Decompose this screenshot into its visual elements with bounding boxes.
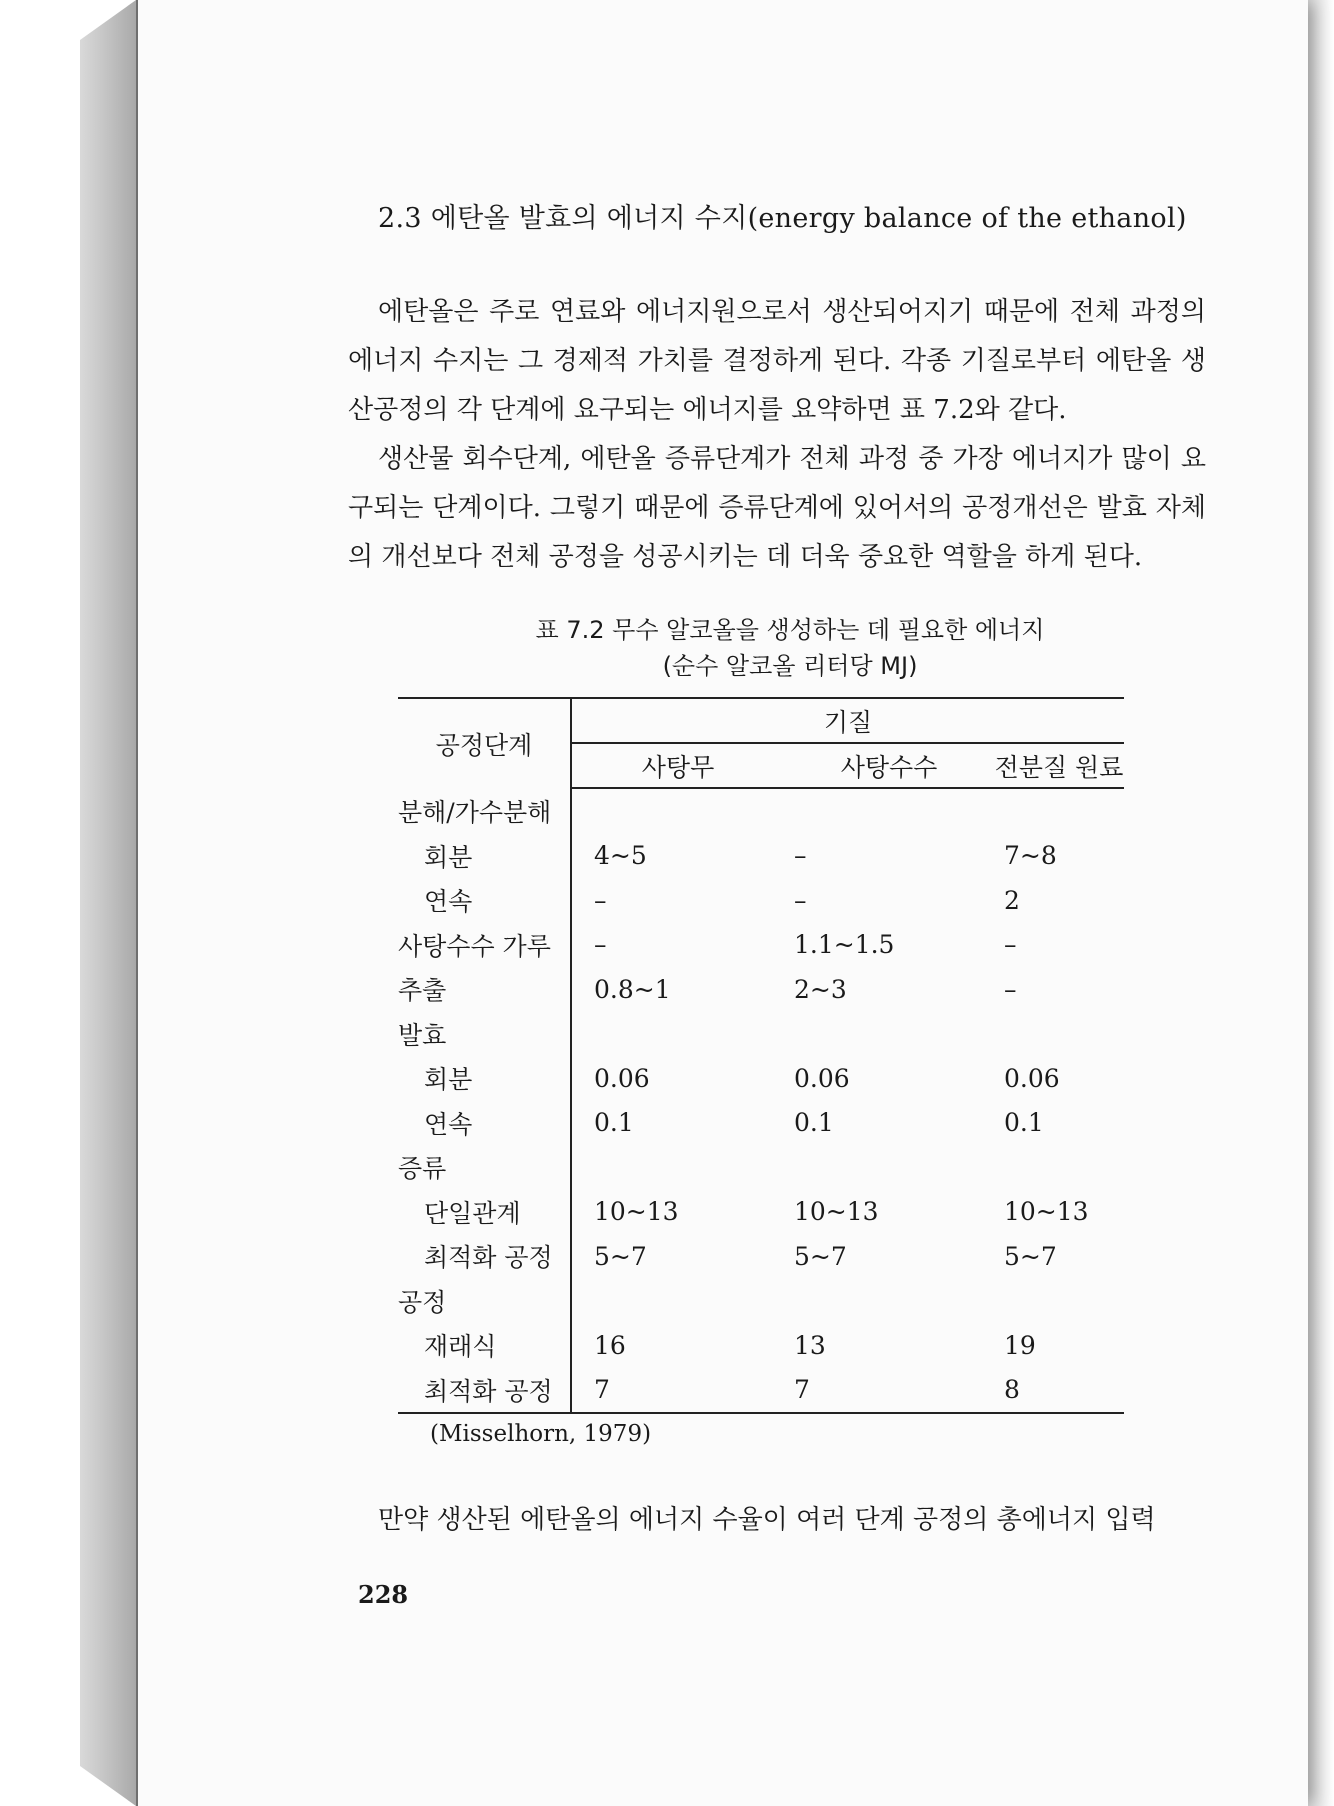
value-cell: 0.1 [794, 1108, 834, 1138]
value-cell: 5~7 [794, 1241, 847, 1271]
value-cell: – [1004, 974, 1017, 1004]
table-row [398, 1323, 1124, 1368]
table-row [398, 788, 1124, 834]
header-substrate: 사탕수수 [784, 743, 994, 788]
value-cell: 2~3 [794, 974, 847, 1004]
stage-cell: 최적화 공정 [398, 1234, 571, 1279]
value-cell: 16 [594, 1330, 626, 1360]
value-cell [994, 1279, 1124, 1324]
stage-cell: 추출 [398, 967, 571, 1012]
table-row [398, 1056, 1124, 1101]
header-stage: 공정단계 [398, 698, 571, 788]
value-cell: 4~5 [594, 841, 647, 871]
value-cell: 0.06 [594, 1063, 650, 1093]
value-cell: 10~13 [1004, 1197, 1089, 1227]
value-cell [994, 1145, 1124, 1190]
value-cell: 5~7 [594, 1241, 647, 1271]
table-caption-title: 표 7.2 무수 알코올을 생성하는 데 필요한 에너지 [535, 616, 1045, 644]
table-caption-unit: (순수 알코올 리터당 MJ) [662, 652, 918, 680]
value-cell: 7 [784, 1368, 994, 1414]
value-cell [784, 1012, 994, 1057]
value-cell: – [1004, 930, 1017, 960]
value-cell: 7~8 [1004, 841, 1057, 871]
stage-cell: 연속 [398, 878, 571, 923]
paragraph-1 [348, 288, 1206, 435]
stage-cell: 최적화 공정 [398, 1368, 571, 1414]
table-row [398, 1190, 1124, 1235]
paragraph-1-text: 에탄올은 주로 연료와 에너지원으로서 생산되어지기 때문에 전체 과정의 에너지 수지는 그 경제적 가치를 결정하게 된다. 각종 기질로부터 에탄올 생산공정의 각 단계에 요구되는 에너지를 요약하면 표 7.2와 같다. [348, 297, 1206, 425]
table-caption [400, 612, 1180, 684]
value-cell [994, 1012, 1124, 1057]
header-substrate: 사탕무 [571, 743, 784, 788]
value-cell: 7 [571, 1368, 784, 1414]
value-cell [994, 788, 1124, 834]
value-cell [571, 788, 784, 834]
value-cell: 5~7 [1004, 1241, 1057, 1271]
table-row [398, 1368, 1124, 1414]
paragraph-2-text: 생산물 회수단계, 에탄올 증류단계가 전체 과정 중 가장 에너지가 많이 요구되는 단계이다. 그렇기 때문에 증류단계에 있어서의 공정개선은 발효 자체의 개선보다 전체 공정을 성공시키는 데 더욱 중요한 역할을 하게 된다. [348, 444, 1206, 572]
page-edge-shadow [1306, 0, 1334, 1806]
value-cell: 13 [794, 1330, 826, 1360]
value-cell: – [794, 841, 807, 871]
energy-table [398, 697, 1124, 1414]
stage-cell: 분해/가수분해 [398, 788, 571, 834]
value-cell [571, 1012, 784, 1057]
value-cell [571, 1279, 784, 1324]
value-cell: 10~13 [794, 1197, 879, 1227]
stage-cell: 단일관계 [398, 1190, 571, 1235]
table-row [398, 1145, 1124, 1190]
value-cell: 8 [994, 1368, 1124, 1414]
table-source: (Misselhorn, 1979) [430, 1421, 652, 1447]
stage-cell: 공정 [398, 1279, 571, 1324]
value-cell: – [594, 930, 607, 960]
value-cell: – [794, 885, 807, 915]
value-cell: 10~13 [594, 1197, 679, 1227]
section-title: 2.3 에탄올 발효의 에너지 수지(energy balance of the ethanol) [378, 203, 1187, 234]
paragraph-3-text: 만약 생산된 에탄올의 에너지 수율이 여러 단계 공정의 총에너지 입력 [378, 1505, 1156, 1535]
value-cell [784, 788, 994, 834]
value-cell [784, 1145, 994, 1190]
table-row [398, 834, 1124, 879]
value-cell: 0.1 [594, 1108, 634, 1138]
value-cell: 0.1 [1004, 1108, 1044, 1138]
header-substrate-group: 기질 [571, 698, 1124, 743]
header-substrate: 전분질 원료 [994, 743, 1124, 788]
value-cell: 0.06 [794, 1063, 850, 1093]
table-body [398, 788, 1124, 1413]
value-cell: – [594, 885, 607, 915]
stage-cell: 회분 [398, 834, 571, 879]
value-cell: 0.06 [1004, 1063, 1060, 1093]
value-cell [784, 1279, 994, 1324]
value-cell: 19 [1004, 1330, 1036, 1360]
stage-cell: 연속 [398, 1101, 571, 1146]
stage-cell: 발효 [398, 1012, 571, 1057]
value-cell: 2 [1004, 885, 1020, 915]
table-row [398, 1101, 1124, 1146]
value-cell: 1.1~1.5 [794, 930, 895, 960]
table-row [398, 1279, 1124, 1324]
table-row [398, 1012, 1124, 1057]
paragraph-3 [348, 1496, 1206, 1545]
table-row [398, 878, 1124, 923]
value-cell [571, 1145, 784, 1190]
stage-cell: 재래식 [398, 1323, 571, 1368]
stage-cell: 회분 [398, 1056, 571, 1101]
table-row [398, 923, 1124, 968]
value-cell: 0.8~1 [594, 974, 671, 1004]
table-row [398, 1234, 1124, 1279]
table-row [398, 967, 1124, 1012]
page-number: 228 [358, 1580, 409, 1609]
stage-cell: 증류 [398, 1145, 571, 1190]
stage-cell: 사탕수수 가루 [398, 923, 571, 968]
paragraph-2 [348, 435, 1206, 582]
book-spine [80, 0, 136, 1806]
